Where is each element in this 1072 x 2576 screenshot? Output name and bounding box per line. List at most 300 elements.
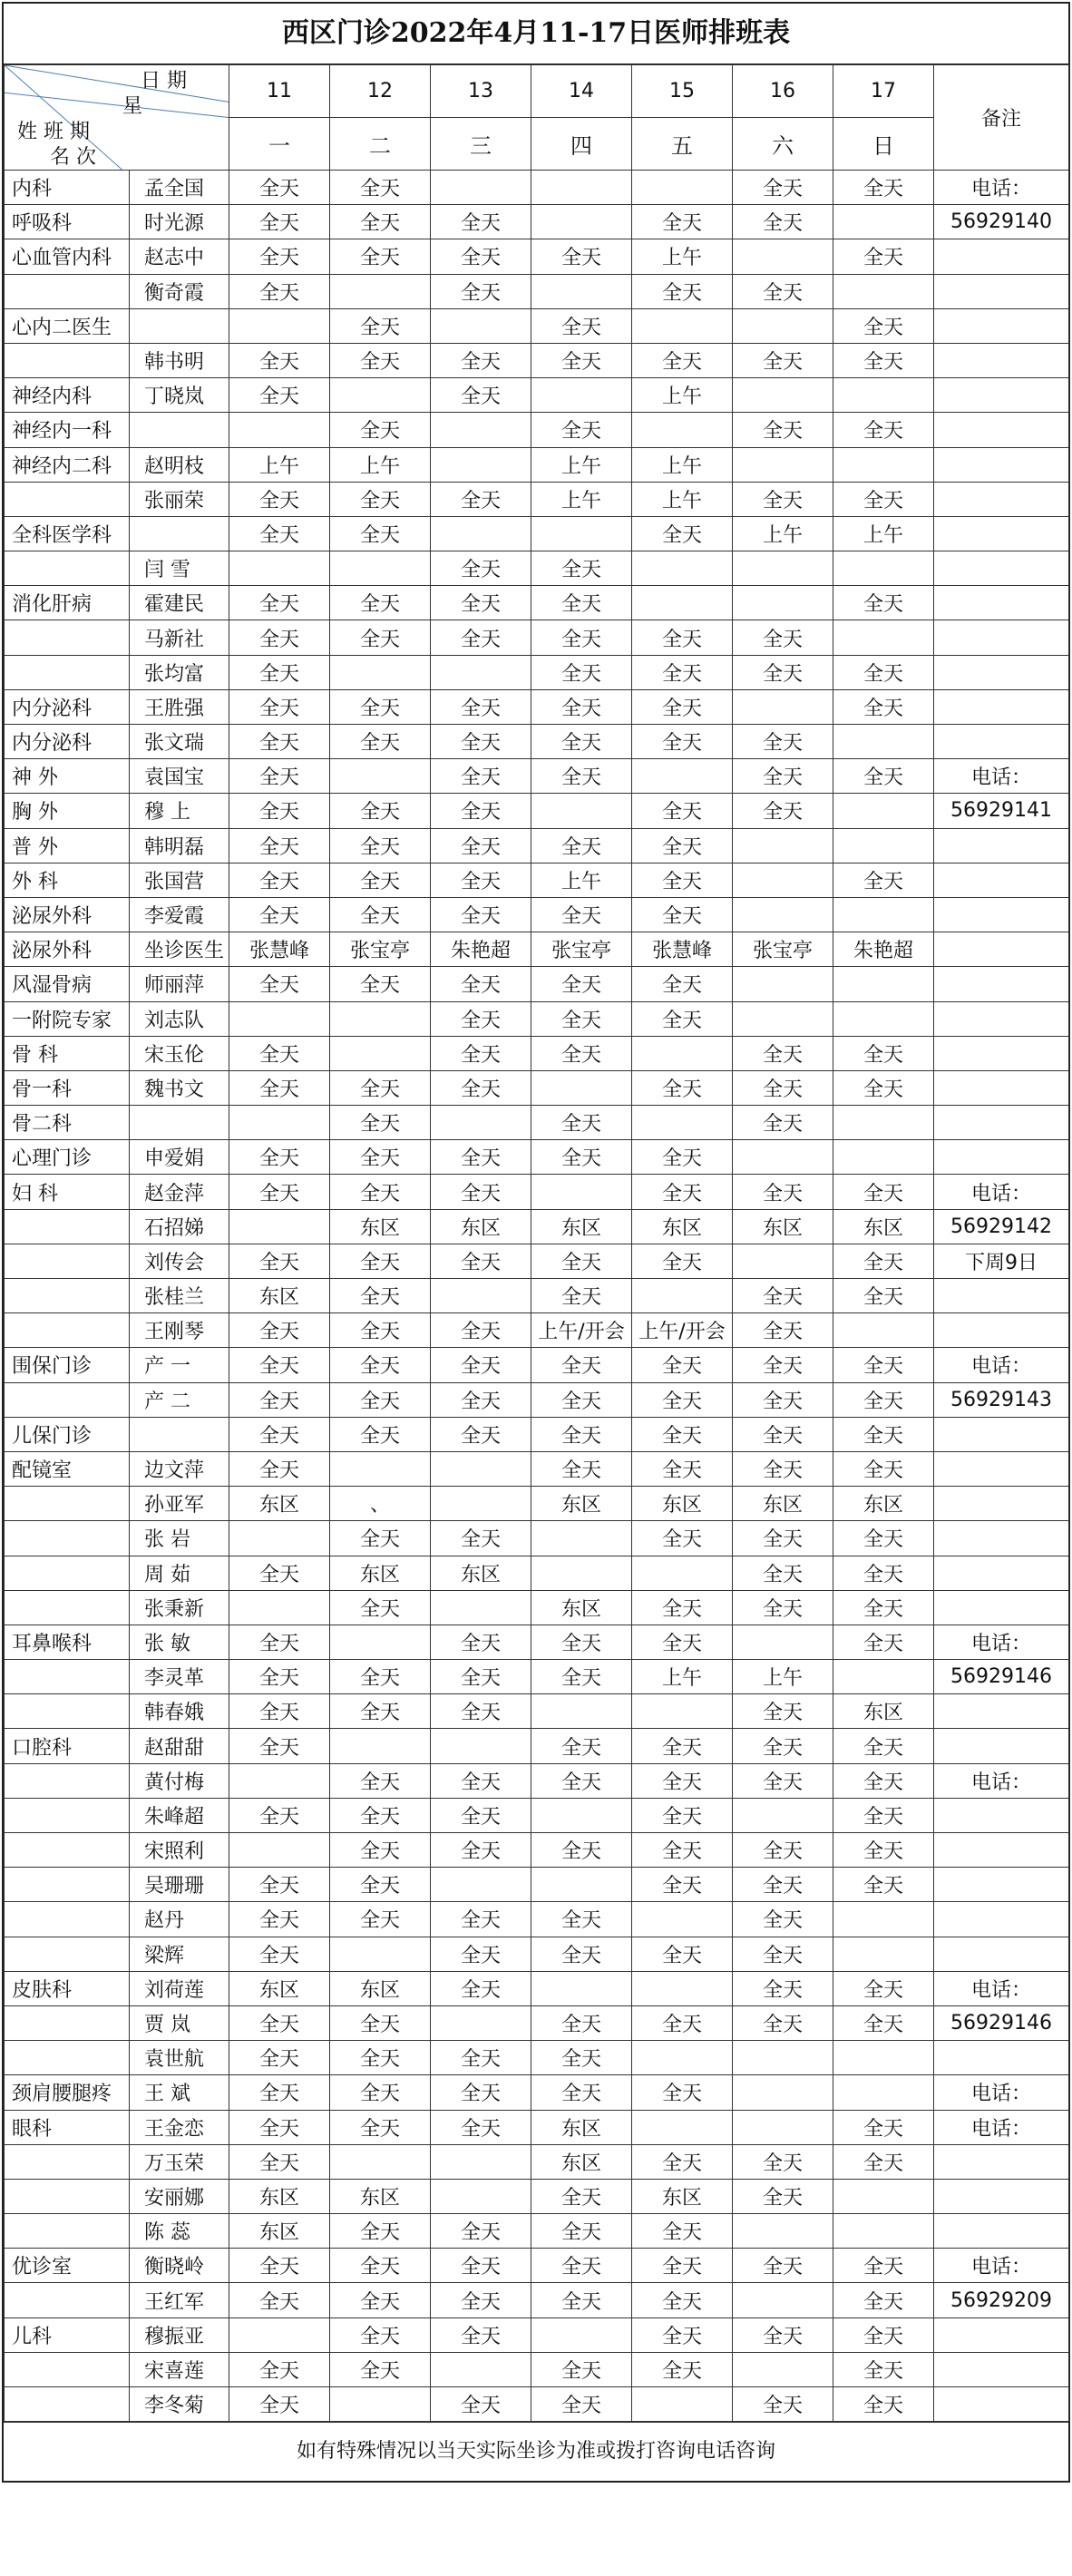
shift-cell: 东区: [229, 2179, 330, 2213]
shift-cell: [531, 1971, 632, 2005]
doctor-cell: 张 敏: [130, 1625, 229, 1659]
shift-cell: 东区: [531, 1590, 632, 1625]
shift-cell: 全天: [330, 863, 431, 897]
shift-cell: 全天: [229, 1451, 330, 1486]
shift-cell: [531, 1868, 632, 1902]
table-row: [5, 967, 1069, 1001]
shift-cell: 全天: [431, 725, 531, 759]
department-cell: [5, 1244, 130, 1278]
table-row: [5, 2317, 1069, 2352]
shift-cell: 东区: [229, 1279, 330, 1313]
doctor-cell: 赵甜甜: [130, 1729, 229, 1763]
shift-cell: 全天: [531, 1660, 632, 1694]
shift-cell: 全天: [330, 1106, 431, 1140]
table-row: [5, 1382, 1069, 1417]
note-cell: [934, 586, 1069, 620]
shift-cell: 全天: [330, 1313, 431, 1348]
shift-cell: [531, 1070, 632, 1105]
table-row: [5, 274, 1069, 308]
shift-cell: 全天: [531, 586, 632, 620]
shift-cell: 全天: [229, 1937, 330, 1971]
department-cell: [5, 2005, 130, 2040]
table-row: [5, 1279, 1069, 1313]
shift-cell: 全天: [733, 482, 833, 516]
note-cell: [934, 482, 1069, 516]
shift-cell: [531, 2317, 632, 2352]
table-row: [5, 2214, 1069, 2249]
department-cell: 骨一科: [5, 1070, 130, 1105]
doctor-cell: 石招娣: [130, 1209, 229, 1244]
shift-cell: 全天: [632, 205, 733, 239]
shift-cell: [632, 2110, 733, 2144]
shift-cell: 全天: [431, 239, 531, 274]
shift-cell: 全天: [330, 1902, 431, 1937]
department-cell: [5, 1279, 130, 1313]
doctor-cell: 孟全国: [130, 171, 229, 205]
shift-cell: [733, 828, 833, 863]
shift-cell: 上午: [632, 482, 733, 516]
department-cell: [5, 482, 130, 516]
shift-cell: 全天: [833, 2005, 934, 2040]
shift-cell: 全天: [632, 689, 733, 724]
doctor-cell: 袁世航: [130, 2041, 229, 2075]
note-cell: 电话：: [934, 1763, 1069, 1798]
shift-cell: 全天: [833, 1798, 934, 1832]
note-cell: 电话：: [934, 171, 1069, 205]
note-cell: [934, 1487, 1069, 1521]
shift-cell: 全天: [833, 308, 934, 343]
shift-cell: 全天: [531, 689, 632, 724]
shift-cell: 全天: [431, 1937, 531, 1971]
doctor-cell: 王刚琴: [130, 1313, 229, 1348]
shift-cell: [229, 1521, 330, 1556]
shift-cell: [833, 378, 934, 413]
shift-cell: 全天: [531, 620, 632, 655]
doctor-cell: 马新社: [130, 620, 229, 655]
shift-cell: 全天: [733, 1382, 833, 1417]
shift-cell: [733, 1140, 833, 1175]
department-cell: [5, 1590, 130, 1625]
note-cell: 电话：: [934, 1625, 1069, 1659]
shift-cell: 上午/开会: [531, 1313, 632, 1348]
shift-cell: 全天: [229, 725, 330, 759]
shift-cell: [733, 2283, 833, 2317]
shift-cell: 全天: [833, 1971, 934, 2005]
doctor-cell: 刘志队: [130, 1001, 229, 1036]
department-cell: [5, 1902, 130, 1937]
shift-cell: [229, 1833, 330, 1868]
shift-cell: 全天: [531, 1451, 632, 1486]
shift-cell: 全天: [632, 1729, 733, 1763]
shift-cell: 上午: [531, 447, 632, 482]
shift-cell: 全天: [330, 516, 431, 551]
shift-cell: [330, 1001, 431, 1036]
shift-cell: 全天: [431, 759, 531, 794]
doctor-cell: 张 岩: [130, 1521, 229, 1556]
shift-cell: 全天: [733, 2249, 833, 2283]
shift-cell: 全天: [229, 205, 330, 239]
shift-cell: 全天: [632, 2249, 733, 2283]
shift-cell: 全天: [733, 1451, 833, 1486]
shift-cell: 全天: [733, 620, 833, 655]
doctor-cell: 安丽娜: [130, 2179, 229, 2213]
shift-cell: [632, 1971, 733, 2005]
shift-cell: [330, 1937, 431, 1971]
shift-cell: [733, 1244, 833, 1278]
doctor-cell: 坐诊医生: [130, 932, 229, 967]
shift-cell: 全天: [632, 863, 733, 897]
shift-cell: 全天: [531, 2283, 632, 2317]
shift-cell: 全天: [632, 516, 733, 551]
shift-cell: [531, 1798, 632, 1832]
note-cell: [934, 1590, 1069, 1625]
shift-cell: 上午: [531, 863, 632, 897]
shift-cell: 东区: [531, 1487, 632, 1521]
department-cell: 配镜室: [5, 1451, 130, 1486]
shift-cell: [431, 2144, 531, 2179]
shift-cell: 东区: [531, 1209, 632, 1244]
shift-cell: 上午: [632, 1660, 733, 1694]
shift-cell: 东区: [229, 2214, 330, 2249]
shift-cell: [431, 308, 531, 343]
shift-cell: 全天: [229, 2352, 330, 2386]
shift-cell: 全天: [330, 482, 431, 516]
shift-cell: 全天: [229, 1660, 330, 1694]
shift-cell: 东区: [431, 1209, 531, 1244]
department-cell: 内分泌科: [5, 725, 130, 759]
shift-cell: 全天: [632, 620, 733, 655]
shift-cell: [833, 2075, 934, 2110]
doctor-cell: 张桂兰: [130, 1279, 229, 1313]
doctor-cell: 宋喜莲: [130, 2352, 229, 2386]
shift-cell: 全天: [431, 828, 531, 863]
shift-cell: 全天: [330, 1763, 431, 1798]
shift-cell: 全天: [229, 586, 330, 620]
department-cell: 外 科: [5, 863, 130, 897]
table-row: [5, 1521, 1069, 1556]
shift-cell: [330, 1451, 431, 1486]
shift-cell: 全天: [431, 1833, 531, 1868]
note-cell: [934, 620, 1069, 655]
shift-cell: 全天: [330, 689, 431, 724]
note-cell: [934, 1521, 1069, 1556]
shift-cell: 全天: [833, 1763, 934, 1798]
table-row: [5, 2352, 1069, 2386]
shift-cell: 全天: [330, 1382, 431, 1417]
shift-cell: [531, 378, 632, 413]
shift-cell: 全天: [229, 1175, 330, 1209]
shift-cell: [330, 2387, 431, 2422]
shift-cell: 东区: [632, 1209, 733, 1244]
shift-cell: 全天: [632, 1001, 733, 1036]
shift-cell: [229, 551, 330, 586]
shift-cell: 全天: [632, 2317, 733, 2352]
shift-cell: 全天: [833, 586, 934, 620]
doctor-cell: 周 茹: [130, 1556, 229, 1590]
shift-cell: [229, 1001, 330, 1036]
shift-cell: 全天: [431, 967, 531, 1001]
shift-cell: 全天: [431, 1971, 531, 2005]
schedule-sheet: [2, 2, 1070, 2483]
shift-cell: [330, 274, 431, 308]
shift-cell: 全天: [833, 239, 934, 274]
shift-cell: 全天: [431, 2110, 531, 2144]
shift-cell: 东区: [833, 1694, 934, 1729]
shift-cell: [733, 863, 833, 897]
doctor-cell: 李灵革: [130, 1660, 229, 1694]
shift-cell: 全天: [733, 1971, 833, 2005]
shift-cell: 东区: [330, 1971, 431, 2005]
shift-cell: 全天: [229, 1417, 330, 1451]
shift-cell: [833, 274, 934, 308]
doctor-cell: [130, 308, 229, 343]
table-row: [5, 1833, 1069, 1868]
shift-cell: [833, 828, 934, 863]
shift-cell: 全天: [531, 1348, 632, 1382]
shift-cell: [833, 1660, 934, 1694]
shift-cell: 全天: [531, 1140, 632, 1175]
department-cell: 内分泌科: [5, 689, 130, 724]
shift-cell: 全天: [431, 482, 531, 516]
table-row: [5, 343, 1069, 377]
shift-cell: [733, 378, 833, 413]
shift-cell: 全天: [632, 1763, 733, 1798]
shift-cell: 全天: [431, 205, 531, 239]
shift-cell: [531, 794, 632, 828]
shift-cell: 全天: [531, 1106, 632, 1140]
doctor-cell: 宋玉伦: [130, 1036, 229, 1070]
shift-cell: 全天: [229, 1556, 330, 1590]
shift-cell: 全天: [431, 1175, 531, 1209]
shift-cell: 全天: [632, 2005, 733, 2040]
shift-cell: 全天: [330, 2005, 431, 2040]
shift-cell: 全天: [229, 2110, 330, 2144]
note-header: 备注: [934, 65, 1069, 171]
shift-cell: [833, 1001, 934, 1036]
corner-date-label: 日 期: [141, 70, 187, 93]
note-cell: [934, 1556, 1069, 1590]
department-cell: 全科医学科: [5, 516, 130, 551]
shift-cell: 全天: [833, 2387, 934, 2422]
note-cell: [934, 1937, 1069, 1971]
day-header: 17: [833, 65, 934, 118]
department-cell: 儿保门诊: [5, 1417, 130, 1451]
shift-cell: 全天: [229, 516, 330, 551]
weekday-header: 五: [632, 118, 733, 171]
shift-cell: [229, 1106, 330, 1140]
footer-note: 如有特殊情况以当天实际坐诊为准或拨打咨询电话咨询: [4, 2422, 1068, 2481]
shift-cell: 全天: [229, 274, 330, 308]
department-cell: 神经内二科: [5, 447, 130, 482]
shift-cell: 全天: [833, 689, 934, 724]
shift-cell: 上午: [733, 516, 833, 551]
shift-cell: [431, 171, 531, 205]
shift-cell: 东区: [229, 1971, 330, 2005]
shift-cell: 东区: [632, 1487, 733, 1521]
shift-cell: 全天: [833, 1521, 934, 1556]
page-title: 西区门诊2022年4月11-17日医师排班表: [4, 4, 1068, 64]
shift-cell: 全天: [531, 2179, 632, 2213]
shift-cell: 全天: [632, 967, 733, 1001]
shift-cell: 上午: [531, 482, 632, 516]
shift-cell: 全天: [531, 2214, 632, 2249]
shift-cell: 全天: [531, 343, 632, 377]
department-cell: [5, 655, 130, 689]
shift-cell: 全天: [833, 2317, 934, 2352]
shift-cell: 全天: [330, 1660, 431, 1694]
doctor-cell: 韩书明: [130, 343, 229, 377]
doctor-cell: 宋照利: [130, 1833, 229, 1868]
note-cell: [934, 967, 1069, 1001]
note-cell: 56929142: [934, 1209, 1069, 1244]
note-cell: [934, 1313, 1069, 1348]
shift-cell: [632, 2387, 733, 2422]
table-row: [5, 1209, 1069, 1244]
department-cell: 优诊室: [5, 2249, 130, 2283]
note-cell: [934, 897, 1069, 932]
shift-cell: 全天: [229, 482, 330, 516]
table-row: [5, 1729, 1069, 1763]
shift-cell: 全天: [330, 1694, 431, 1729]
shift-cell: 全天: [229, 620, 330, 655]
doctor-cell: 赵丹: [130, 1902, 229, 1937]
shift-cell: [632, 1694, 733, 1729]
shift-cell: 全天: [632, 897, 733, 932]
shift-cell: 全天: [431, 1798, 531, 1832]
shift-cell: 全天: [531, 759, 632, 794]
note-cell: [934, 1106, 1069, 1140]
doctor-cell: 王胜强: [130, 689, 229, 724]
doctor-cell: 韩春娥: [130, 1694, 229, 1729]
note-cell: 56929146: [934, 2005, 1069, 2040]
shift-cell: 上午: [330, 447, 431, 482]
shift-cell: 全天: [733, 2144, 833, 2179]
note-cell: 56929143: [934, 1382, 1069, 1417]
department-cell: [5, 1937, 130, 1971]
shift-cell: 全天: [330, 1590, 431, 1625]
shift-cell: 全天: [833, 1244, 934, 1278]
shift-cell: 全天: [632, 725, 733, 759]
note-cell: [934, 1417, 1069, 1451]
note-cell: 电话：: [934, 2249, 1069, 2283]
shift-cell: [833, 2179, 934, 2213]
table-row: [5, 205, 1069, 239]
shift-cell: 全天: [330, 2283, 431, 2317]
day-header: 12: [330, 65, 431, 118]
doctor-cell: [130, 413, 229, 447]
table-row: [5, 239, 1069, 274]
shift-cell: [632, 413, 733, 447]
shift-cell: 全天: [531, 2075, 632, 2110]
table-row: [5, 447, 1069, 482]
table-row: [5, 2179, 1069, 2213]
shift-cell: 全天: [632, 343, 733, 377]
table-row: [5, 863, 1069, 897]
doctor-cell: 师丽萍: [130, 967, 229, 1001]
shift-cell: 全天: [431, 2387, 531, 2422]
shift-cell: 全天: [531, 1902, 632, 1937]
table-row: [5, 1902, 1069, 1937]
note-cell: [934, 828, 1069, 863]
doctor-cell: 贾 岚: [130, 2005, 229, 2040]
shift-cell: 全天: [229, 655, 330, 689]
day-header: 11: [229, 65, 330, 118]
shift-cell: 全天: [531, 1763, 632, 1798]
shift-cell: [632, 759, 733, 794]
doctor-cell: 穆 上: [130, 794, 229, 828]
shift-cell: [833, 794, 934, 828]
shift-cell: [330, 759, 431, 794]
shift-cell: 全天: [632, 1798, 733, 1832]
shift-cell: 张慧峰: [632, 932, 733, 967]
shift-cell: 全天: [833, 1556, 934, 1590]
shift-cell: 全天: [632, 2214, 733, 2249]
shift-cell: 上午: [632, 447, 733, 482]
shift-cell: 全天: [733, 2317, 833, 2352]
shift-cell: 全天: [833, 1382, 934, 1417]
shift-cell: [733, 1625, 833, 1659]
corner-name-label: 姓 班 期: [17, 121, 90, 143]
note-cell: 电话：: [934, 759, 1069, 794]
department-cell: [5, 1209, 130, 1244]
table-row: [5, 1798, 1069, 1832]
shift-cell: 全天: [229, 1348, 330, 1382]
doctor-cell: 霍建民: [130, 586, 229, 620]
table-row: [5, 1001, 1069, 1036]
department-cell: [5, 1763, 130, 1798]
shift-cell: 全天: [531, 1036, 632, 1070]
shift-cell: 全天: [330, 1868, 431, 1902]
shift-cell: 全天: [833, 1625, 934, 1659]
department-cell: 眼科: [5, 2110, 130, 2144]
note-cell: [934, 1451, 1069, 1486]
shift-cell: 全天: [229, 1625, 330, 1659]
doctor-cell: 丁晓岚: [130, 378, 229, 413]
shift-cell: 全天: [733, 1556, 833, 1590]
shift-cell: 全天: [632, 1590, 733, 1625]
shift-cell: 全天: [330, 1175, 431, 1209]
shift-cell: 东区: [833, 1209, 934, 1244]
shift-cell: 全天: [833, 1348, 934, 1382]
department-cell: 心内二医生: [5, 308, 130, 343]
department-cell: [5, 343, 130, 377]
shift-cell: 全天: [733, 1902, 833, 1937]
shift-cell: [431, 447, 531, 482]
shift-cell: [733, 1798, 833, 1832]
note-cell: [934, 516, 1069, 551]
shift-cell: [733, 2075, 833, 2110]
doctor-cell: 张丽荣: [130, 482, 229, 516]
department-cell: [5, 551, 130, 586]
table-row: [5, 1556, 1069, 1590]
shift-cell: [431, 1451, 531, 1486]
shift-cell: [632, 1902, 733, 1937]
doctor-cell: 张均富: [130, 655, 229, 689]
note-cell: [934, 1833, 1069, 1868]
shift-cell: 全天: [431, 1521, 531, 1556]
shift-cell: 全天: [330, 343, 431, 377]
department-cell: 皮肤科: [5, 1971, 130, 2005]
shift-cell: [833, 620, 934, 655]
shift-cell: 上午: [733, 1660, 833, 1694]
table-row: [5, 2283, 1069, 2317]
shift-cell: 全天: [330, 1348, 431, 1382]
table-row: [5, 308, 1069, 343]
table-row: [5, 1937, 1069, 1971]
shift-cell: [531, 1694, 632, 1729]
shift-cell: 东区: [330, 1209, 431, 1244]
shift-cell: 全天: [733, 1036, 833, 1070]
